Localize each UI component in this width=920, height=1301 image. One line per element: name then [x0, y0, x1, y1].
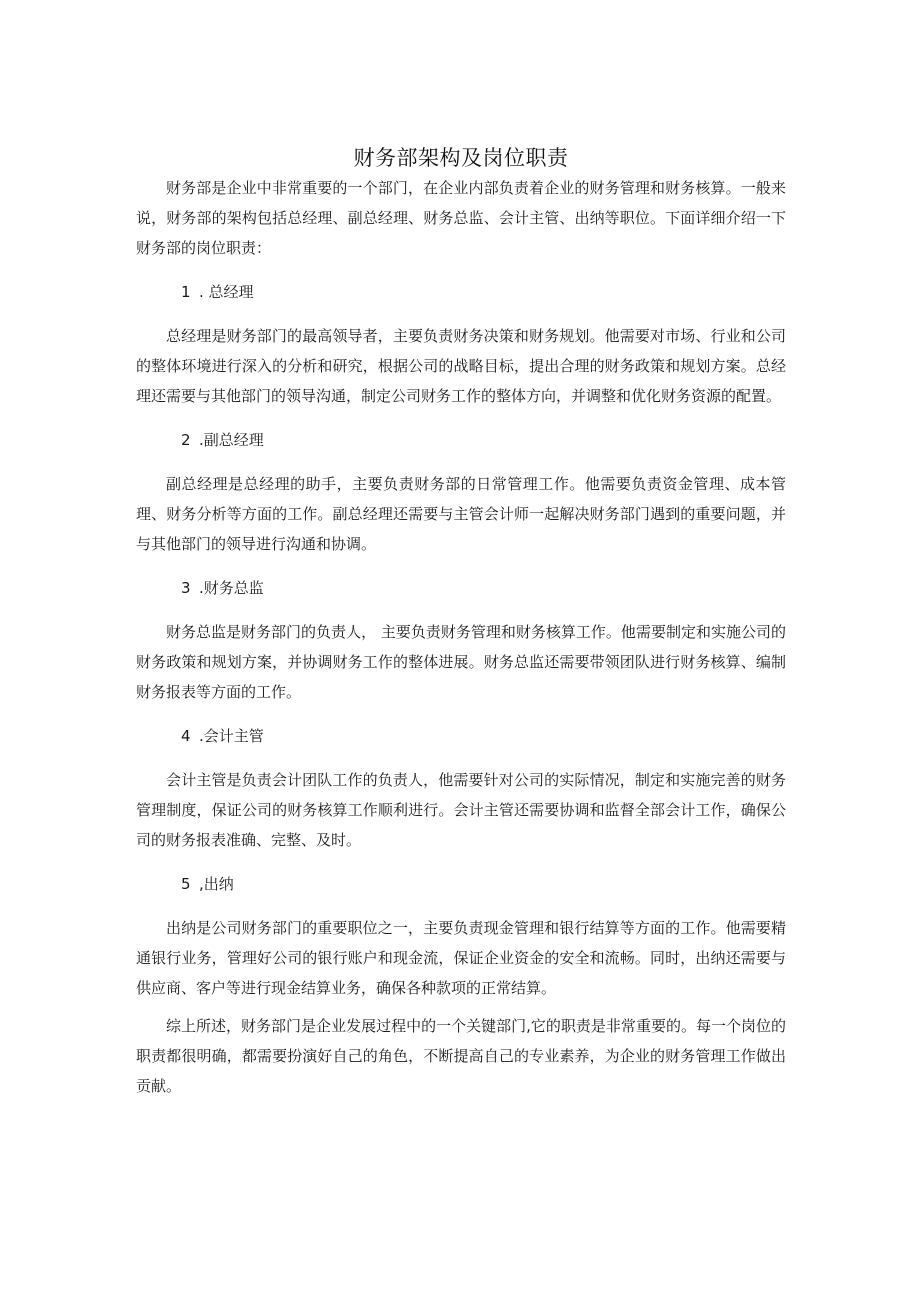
- section-heading-3: [136, 573, 786, 603]
- section-body-2: 副总经理是总经理的助手，主要负责财务部的日常管理工作。他需要负责资金管理、成本管理、财务分析等方面的工作。副总经理还需要与主管会计师一起解决财务部门遇到的重要问题，并与其他部门的领导进行沟通和协调。: [136, 475, 786, 553]
- section-title: .财务总监: [199, 579, 264, 597]
- section-title: .副总经理: [199, 431, 264, 449]
- section-title: ,出纳: [199, 875, 234, 893]
- document-page: [136, 0, 786, 1101]
- section-heading-5: [136, 869, 786, 899]
- section-number: 2: [181, 431, 191, 449]
- section-heading-1: [136, 277, 786, 307]
- section-number: 1: [181, 283, 191, 301]
- section-title: . 总经理: [199, 283, 254, 301]
- document-title: 财务部架构及岗位职责: [353, 146, 569, 170]
- section-number: 4: [181, 727, 191, 745]
- section-heading-2: [136, 425, 786, 455]
- section-body-4: 会计主管是负责会计团队工作的负责人，他需要针对公司的实际情况，制定和实施完善的财务管理制度，保证公司的财务核算工作顺利进行。会计主管还需要协调和监督全部会计工作，确保公司的财务报表准确、完整、及时。: [136, 771, 786, 849]
- section-heading-4: [136, 721, 786, 751]
- intro-paragraph: 财务部是企业中非常重要的一个部门，在企业内部负责着企业的财务管理和财务核算。一般来说，财务部的架构包括总经理、副总经理、财务总监、会计主管、出纳等职位。下面详细介绍一下财务部的岗位职责：: [136, 179, 786, 257]
- section-number: 5: [181, 875, 191, 893]
- section-body-3: 财务总监是财务部门的负责人， 主要负责财务管理和财务核算工作。他需要制定和实施公司的财务政策和规划方案，并协调财务工作的整体进展。财务总监还需要带领团队进行财务核算、编制财务报表等方面的工作。: [136, 623, 786, 701]
- section-body-5: 出纳是公司财务部门的重要职位之一，主要负责现金管理和银行结算等方面的工作。他需要精通银行业务，管理好公司的银行账户和现金流，保证企业资金的安全和流畅。同时，出纳还需要与供应商、客户等进行现金结算业务，确保各种款项的正常结算。: [136, 919, 786, 997]
- section-number: 3: [181, 579, 191, 597]
- conclusion-paragraph: 综上所述，财务部门是企业发展过程中的一个关键部门,它的职责是非常重要的。每一个岗位的职责都很明确，都需要扮演好自己的角色，不断提高自己的专业素养，为企业的财务管理工作做出贡献。: [136, 1017, 786, 1095]
- section-body-1: 总经理是财务部门的最高领导者，主要负责财务决策和财务规划。他需要对市场、行业和公司的整体环境进行深入的分析和研究，根据公司的战略目标，提出合理的财务政策和规划方案。总经理还需要与其他部门的领导沟通，制定公司财务工作的整体方向，并调整和优化财务资源的配置。: [136, 327, 786, 405]
- section-title: .会计主管: [199, 727, 264, 745]
